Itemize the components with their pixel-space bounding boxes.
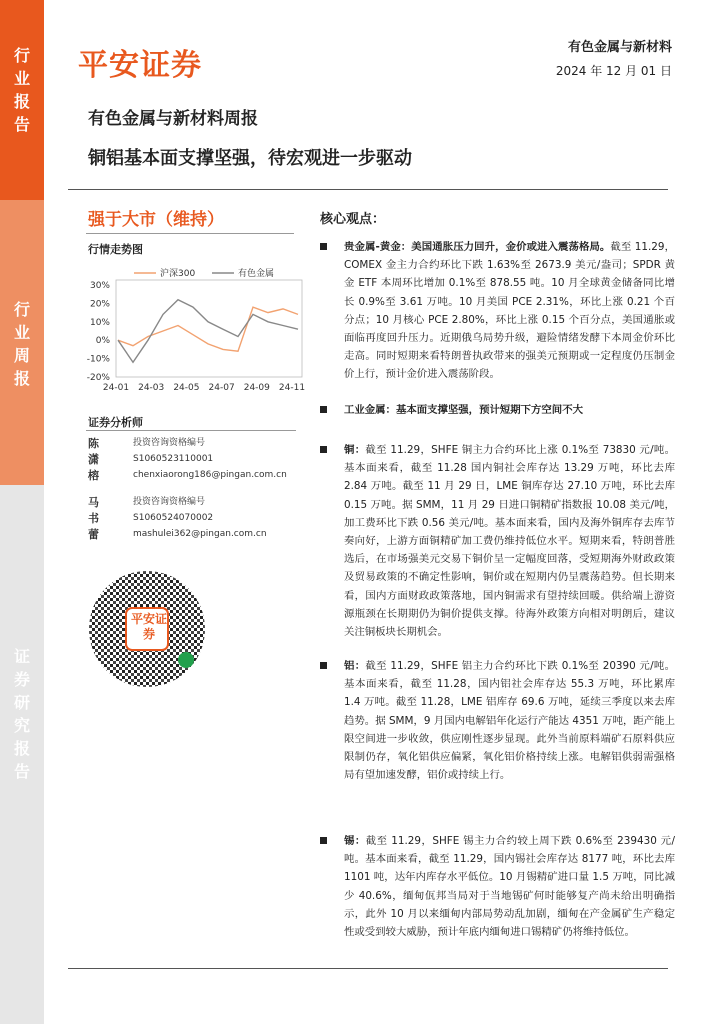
paragraph-body: 截至 11.29，SHFE 铝主力合约环比下跌 0.1%至 20390 元/吨。基本面来看，截至 11.28，国内铝社会库存达 55.3 万吨，环比累库 1.4 万吨。截至 11.28，LME 铝库存 69.6 万吨，延续三季度以来去库趋势。据 SMM，9 月国内电解铝年化运行产能达 4351 万吨，距产能上限空间进一步收敛，供应刚性逐步显现。此外当前原料端矿石原料供应限制仍存，氧化铝供应偏紧，氧化铝价格持续上涨。电解铝供弱需强格局有望加速发酵，铝价或持续上行。: [344, 660, 675, 782]
sidebar-char: 报: [13, 369, 30, 388]
y-tick-label: 30%: [89, 281, 110, 291]
analyst-name: 陈潇榕: [88, 437, 99, 482]
y-tick-label: 0%: [95, 336, 110, 347]
sidebar-char: 周: [13, 346, 30, 365]
sidebar: [0, 0, 44, 1024]
sidebar-char: 研: [13, 693, 30, 712]
bullet-icon: [320, 406, 327, 413]
legend-label: 沪深300: [160, 269, 196, 279]
sidebar-char: 行: [13, 300, 30, 319]
sidebar-char: 告: [13, 762, 30, 781]
series-line: [118, 300, 298, 363]
x-tick-label: 24-11: [278, 383, 306, 393]
sidebar-char: 业: [13, 323, 30, 342]
sector-name: 有色金属与新材料: [567, 40, 672, 55]
analyst-cert: S1060524070002: [133, 513, 214, 523]
core-heading: 核心观点：: [320, 212, 386, 227]
paragraph-lead: 铜：: [344, 444, 366, 456]
bullet-icon: [320, 446, 327, 453]
analyst-email[interactable]: chenxiaorong186@pingan.com.cn: [133, 470, 287, 480]
paragraph-body: 截至 11.29，SHFE 锡主力合约较上周下跌 0.6%至 239430 元/吨。基本面来看，截至 11.29，国内锡社会库存达 8177 吨，环比去库 1101 吨，达年内库存水平低位。10 月锡精矿进口量 1.5 万吨，同比减少 40.6%，缅甸佤邦当局对于当地锡矿何时能够复产尚未给出明确指示，此外 10 月以来缅甸内部局势动乱加剧，缅甸在产金属矿生产稳定性或受到较大威胁，预计年底内缅甸进口锡精矿仍将维持低位。: [344, 835, 675, 939]
analyst-cert-label: 投资咨询资格编号: [133, 497, 206, 507]
sidebar-char: 券: [13, 670, 30, 689]
rating-divider: [86, 233, 294, 234]
x-tick-label: 24-05: [173, 383, 200, 393]
core-paragraph-aluminum: [320, 657, 675, 784]
chart-frame: [116, 280, 302, 377]
sidebar-char: 证: [13, 647, 30, 666]
sidebar-char: 报: [13, 92, 30, 111]
paragraph-lead: 锡：: [344, 835, 366, 847]
core-paragraph-industrial: [320, 401, 675, 419]
paragraph-body: 截至 11.29，SHFE 铜主力合约环比上涨 0.1%至 73830 元/吨。基本面来看，截至 11.28 国内铜社会库存达 13.29 万吨，环比去库 2.84 万吨。截至 11 月 29 日，LME 铜库存达 27.10 万吨，环比去库 0.15 万吨。据 SMM，11 月 29 日进口铜精矿指数报 10.08 美元/吨，加工费环比下跌 0.56 美元/吨。基本面来看，国内及海外铜库存去库节奏向好，上游方面铜精矿加工费仍维持低位水平。短期来看，特朗普胜选后，在市场强美元交易下铜价呈一定幅度回落，受短期海外财政政策及贸易政策的不确定性影响，铜价或在短期内仍呈震荡趋势。但长期来看，国内方面财政政策落地，国内铜需求有望持续回暖。供给端上游资源瓶颈在长期期仍为铜价提供支撑。待海外政策方向相对明朗后，建议关注铜板块长期机会。: [344, 444, 675, 639]
analyst-cert-label: 投资咨询资格编号: [133, 438, 206, 448]
x-tick-label: 24-03: [138, 383, 165, 393]
bullet-icon: [320, 837, 327, 844]
paragraph-lead: 铝：: [344, 660, 366, 672]
footer-divider: [68, 968, 668, 969]
y-tick-label: 10%: [89, 317, 110, 328]
paragraph-lead: 贵金属-黄金：美国通胀压力回升，金价或进入震荡格局。: [344, 241, 611, 253]
analyst-email[interactable]: mashulei362@pingan.com.cn: [133, 529, 267, 539]
core-paragraph-gold: [320, 238, 675, 384]
report-date: 2024 年 12 月 01 日: [555, 64, 672, 78]
y-tick-label: -20%: [86, 373, 110, 383]
analysts-heading: 证券分析师: [88, 416, 143, 429]
company-logo: 平安证券: [78, 48, 202, 83]
trend-chart: [76, 260, 308, 400]
sidebar-char: 报: [13, 739, 30, 758]
trend-heading: 行情走势图: [88, 243, 143, 256]
paragraph-body: 截至 11.29，COMEX 金主力合约环比下跌 1.63%至 2673.9 美元/盎司；SPDR 黄金 ETF 本周环比增加 0.1%至 878.55 吨。10 月全球黄金储备同比增长 0.9%至 3.61 万吨。10 月美国 PCE 2.31%，环比上涨 0.21 个百分点；10 月核心 PCE 2.80%，环比上涨 0.15 个百分点，美国通胀或面临再度回升压力。近期俄乌局势升级，避险情绪发酵下本周金价环比走高。同时短期来看特朗普执政带来的强美元预期或一定程度仍压制金价上行，预计金价进入震荡阶段。: [344, 241, 675, 381]
x-tick-label: 24-07: [208, 383, 235, 393]
y-tick-label: -10%: [86, 354, 110, 365]
qr-logo-text: 平安证券: [130, 612, 167, 641]
sidebar-char: 究: [13, 716, 30, 735]
sidebar-label-research: [0, 485, 44, 1024]
sidebar-char: 告: [13, 115, 30, 134]
core-paragraph-tin: [320, 832, 675, 941]
analyst-cert: S1060523110001: [133, 454, 214, 464]
x-tick-label: 24-09: [243, 383, 270, 393]
sidebar-label-industry-report: [0, 0, 44, 200]
rating: 强于大市（维持）: [88, 210, 224, 230]
legend-label: 有色金属: [238, 269, 275, 279]
paragraph-lead: 工业金属：基本面支撑坚强，预计短期下方空间不大: [344, 404, 583, 416]
analyst-name: 马书蕾: [88, 496, 99, 541]
report-subtitle: 铜铝基本面支撑坚强，待宏观进一步驱动: [88, 148, 412, 169]
sidebar-label-weekly: [0, 200, 44, 485]
x-tick-label: 24-01: [102, 383, 130, 393]
core-paragraph-copper: [320, 441, 675, 641]
bullet-icon: [320, 662, 327, 669]
y-tick-label: 20%: [89, 299, 110, 310]
sidebar-char: 行: [13, 46, 30, 65]
header-divider: [68, 189, 668, 190]
bullet-icon: [320, 243, 327, 250]
report-title: 有色金属与新材料周报: [88, 109, 258, 129]
sidebar-char: 业: [13, 69, 30, 88]
analysts-divider: [86, 430, 296, 431]
